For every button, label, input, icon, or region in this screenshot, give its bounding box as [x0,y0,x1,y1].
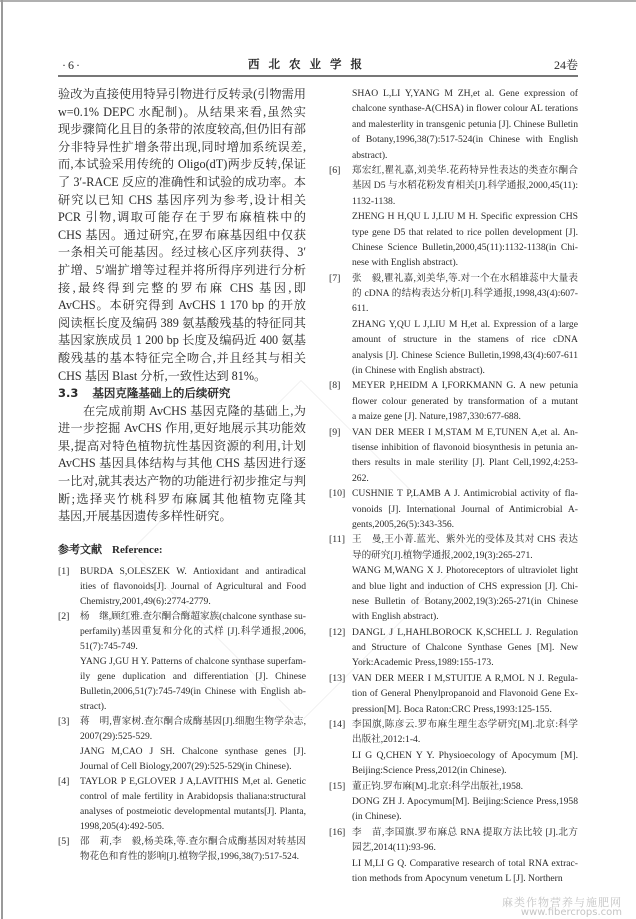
reference-line: CUSHNIE T P,LAMB A J. Antimicrobial activity of fla- [352,488,578,500]
section-title: 基因克隆基础上的后续研究 [92,386,231,401]
reference-line: JANG M,CAO J SH. Chalcone synthase genes [J]. [80,746,306,757]
reference-line: (in Chinese). [352,811,402,823]
reference-line: (in Chinese with English abstract). [352,365,485,377]
page-border-left [1,0,3,919]
reference-line: 611. [352,303,369,315]
reference-entry [329,625,578,671]
reference-line: 1998,205(4):492-505. [80,821,165,832]
reference-line: VAN DER MEER I M,STAM M E,TUNEN A,et al. An- [352,426,578,438]
text-line: 酸残基的基本特征完全吻合,并且经其与相关 [58,350,306,365]
volume-label: 24卷 [553,58,578,72]
reference-line: ities of flavonoids[J]. Journal of Agricultural and Food [80,581,306,592]
reference-line: LI G Q,CHEN Y Y. Physioecology of Apocymum [M]. [352,749,578,761]
text-line: CHS 基因 Blast 分析,一致性达到 81%。 [58,368,267,383]
reference-entry [329,425,578,487]
reference-line: amount of structure in the stamens of rice cDNA [352,334,578,346]
reference-number: [1] [58,566,70,577]
text-line: 一条相关可能基因。经过核心区序列获得、3′ [58,245,306,260]
reference-entry [58,834,306,864]
reference-line: 262. [352,472,369,484]
reference-entry [58,714,306,774]
reference-line: analysis [J]. Chinese Science Bulletin,1998,43(4):607-611 [352,349,578,361]
reference-number: [3] [58,716,70,727]
reference-number: [13] [329,672,346,684]
section-number: 3.3 [58,386,79,401]
reference-line: Beijing:Science Press,2012(in Chinese). [352,765,507,777]
reference-line: chalcone synthase-A(CHSA) in flower colour AL terations [352,103,578,115]
body-paragraph [58,86,306,385]
reference-entry [329,271,578,379]
reference-number: [5] [58,836,70,847]
reference-entry [329,779,578,825]
header-rule [58,75,578,77]
reference-line: nese with English abstract). [352,257,459,269]
reference-line: a maize gene [J]. Nature,1987,330:677-688. [352,411,521,423]
references-heading-en: Reference: [112,543,163,556]
reference-line: tion methods from Apocynum venetum L [J]. Northern [352,872,563,884]
text-line: 基因家族成员 1 200 bp 长度及编码近 400 氨基 [58,333,306,348]
reference-line: analyses of postmeiotic developmental mutants[J]. Planta, [80,806,306,817]
reference-line: Journal of Cell Biology,2007(29):525-529(in Chinese). [80,761,292,772]
text-line: PCR 引物,调取可能存在于罗布麻植株中的 [58,210,306,225]
reference-line: WANG M,WANG X J. Photoreceptors of ultraviolet light [352,565,578,577]
reference-line: pression[M]. Boca Raton:CRC Press,1993:125-155. [352,703,552,715]
text-line: 阅读框长度及编码 389 氨基酸残基的特征同其 [58,315,306,330]
text-line: 而,本试验采用传统的 Oligo(dT)两步反转,保证 [58,157,306,172]
reference-line: 张 毅,瞿礼嘉,刘美华,等.对一个在水稻雄蕊中大量表 [352,272,578,284]
text-line: w=0.1% DEPC 水配制)。从结果来看,虽然实 [58,104,306,119]
reference-line: tisense inhibition of flavonoid biosynthesis in petunia an- [352,441,578,453]
reference-entry [58,609,306,714]
reference-line: 董正钧.罗布麻[M].北京:科学出版社,1958. [352,780,524,792]
reference-line: 基因 D5 与水稻花粉发育相关[J].科学通报,2000,45(11): [352,180,578,192]
reference-line: TAYLOR P E,GLOVER J A,LAVITHIS M,et al. Genetic [80,776,306,787]
reference-line: tion of General Phenylpropanoid and Flavonoid Gene Ex- [352,688,578,700]
reference-line: 蒋 明,曹家树.查尔酮合成酶基因[J].细胞生物学杂志, [80,716,306,727]
reference-number: [11] [329,534,345,546]
references-heading [58,540,306,560]
text-line: 扩增、5′端扩增等过程并将所得序列进行分析 [58,262,306,277]
reference-entry [58,774,306,834]
section-heading [58,385,306,403]
reference-line: DONG ZH J. Apocymum[M]. Beijing:Science Press,1958 [352,795,578,807]
watermark-url: www.fibercrops.com [520,907,622,918]
reference-entry [329,486,578,532]
reference-line: control of male fertility in Arabidopsis thaliana:structural [80,791,306,802]
reference-line: stract). [80,701,107,712]
reference-line: 1132-1138. [352,195,396,207]
reference-number: [8] [329,380,341,392]
reference-line: with English abstract). [352,611,439,623]
reference-number: [7] [329,272,341,284]
reference-line: 邵 莉,李 毅,杨美珠,等.查尔酮合成酶基因对转基因 [80,836,306,847]
reference-number: [4] [58,776,70,787]
reference-line: 出版社,2012:1-4. [352,734,421,746]
reference-line: 导的研究[J].植物学通报,2002,19(3):265-271. [352,549,533,561]
reference-entry [329,671,578,717]
reference-line: and Structure of Chalcone Synthase Genes [M]. New [352,642,578,654]
reference-line: BURDA S,OLESZEK W. Antioxidant and antiradical [80,566,306,577]
reference-line: 李 苗,李国旗.罗布麻总 RNA 提取方法比较 [J].北方 [352,826,578,838]
reference-line: of Botany,1996,38(7):517-524(in Chinese with English [352,134,578,146]
text-line: 研究以已知 CHS 基因序列为参考,设计相关 [58,192,306,207]
reference-line: 李国旗,陈彦云.罗布麻生理生态学研究[M].北京:科学 [352,719,578,731]
body-text-column [58,86,306,560]
reference-line: VAN DER MEER I M,STUITJE A R,MOL N J. Regula- [352,672,578,684]
text-line: 在完成前期 AvCHS 基因克隆的基础上,为 [83,403,306,418]
reference-line: flower colour generated by transformation of a mutant [352,395,578,407]
reference-line: nese Bulletin of Botany,2002,19(3):265-271(in Chinese [352,595,578,607]
text-line: 基因,开展基因遗传多样性研究。 [58,509,232,524]
reference-number: [15] [329,780,346,792]
reference-line: and malesterlity in transgenic petunia [J]. Chinese Bulletin [352,118,578,130]
text-line: 了 3′-RACE 反应的准确性和试验的成功率。本 [58,174,306,189]
reference-line: LI M,LI G Q. Comparative research of total RNA extrac- [352,857,578,869]
reference-line: MEYER P,HEIDM A I,FORKMANN G. A new petunia [352,380,578,392]
body-paragraph [58,403,306,526]
reference-line: abstract). [352,149,388,161]
reference-line: Bulletin,2006,51(7):745-749(in Chinese with English ab- [80,686,306,697]
reference-line: 园艺,2014(11):93-96. [352,842,436,854]
reference-list-left [58,564,306,864]
reference-line: 51(7):745-749. [80,641,138,652]
reference-line: ZHENG H H,QU L J,LIU M H. Specific expression CHS [352,211,578,223]
reference-line: type gene D5 that related to rice pollen development [J]. [352,226,578,238]
page-border-top [0,0,636,2]
references-heading-cn: 参考文献 [58,543,102,556]
reference-line: ily gene duplication and differentiation [J]. Chinese [80,671,306,682]
reference-line: Chemistry,2001,49(6):2774-2779. [80,596,211,607]
reference-number: [12] [329,626,346,638]
text-line: 接,最终得到完整的罗布麻 CHS 基因,即 [58,280,306,295]
reference-line: 2007(29):525-529. [80,731,153,742]
text-line: 验改为直接使用特异引物进行反转录(引物需用 [58,87,306,101]
reference-line: YANG J,GU H Y. Patterns of chalcone synthase superfam- [80,656,306,667]
reference-number: [14] [329,719,346,731]
reference-entry [329,378,578,424]
reference-line: ZHANG Y,QU L J,LIU M H,et al. Expression of a large [352,318,578,330]
watermark-site-name: 麻类作物营养与施肥网 [502,896,622,909]
text-line: 分非特异性扩增条带出现,同时增加系统误差, [58,139,306,154]
reference-number: [10] [329,488,346,500]
text-line: CHS 基因。通过研究,在罗布麻基因组中仅获 [58,227,306,242]
reference-line: gents,2005,26(5):343-356. [352,518,455,530]
reference-entry [329,86,578,163]
reference-line: 物花色和育性的影响[J].植物学报,1996,38(7):517-524. [80,851,300,862]
reference-line: 王 曼,王小菁.蓝光、紫外光的受体及其对 CHS 表达 [352,534,578,546]
reference-line: York:Academic Press,1989:155-173. [352,657,494,669]
reference-entry [58,564,306,609]
reference-entry [329,163,578,271]
text-line: 现步骤简化且目的条带的浓度较高,但仍旧有部 [58,122,306,137]
reference-line: Chinese Science Bulletin,2000,45(11):1132-1138(in Chi- [352,241,578,253]
text-line: 果,提高对特色植物抗性基因资源的利用,计划 [58,438,306,453]
journal-title: 西北农业学报 [248,59,371,71]
reference-entry [329,717,578,779]
text-line: 断;选择夹竹桃科罗布麻属其他植物克隆其 [58,491,306,506]
reference-number: [6] [329,164,341,176]
reference-line: thers results in male sterility [J]. Plant Cell,1992,4:253- [352,457,578,469]
text-line: 进一步挖掘 AvCHS 作用,更好地展示其功能效 [58,421,306,436]
reference-line: vonoids [J]. International Journal of Antimicrobial A- [352,503,578,515]
reference-entry [329,532,578,624]
reference-number: [16] [329,826,346,838]
text-line: AvCHS 基因具体结构与其他 CHS 基因进行逐 [58,456,306,471]
text-line: AvCHS。本研究得到 AvCHS 1 170 bp 的开放 [58,298,306,313]
reference-line: 郑宏红,瞿礼嘉,刘美华.花药特异性表达的类查尔酮合 [352,164,578,176]
reference-entry [329,825,578,887]
reference-line: SHAO L,LI Y,YANG M ZH,et al. Gene expression of [352,88,578,99]
reference-line: 的 cDNA 的结构表达分析[J].科学通报,1998,43(4):607- [352,288,578,300]
reference-line: and blue light and induction of CHS expression [J]. Chi- [352,580,578,592]
text-line: 一比对,就其表达产物的功能进行初步推定与判 [58,474,306,489]
reference-line: DANGL J L,HAHLBOROCK K,SCHELL J. Regulation [352,626,578,638]
page-number: ·6· [62,58,82,72]
reference-line: perfamily)基因重复和分化的式样 [J].科学通报,2006, [80,626,306,637]
reference-number: [2] [58,611,70,622]
reference-list-right [329,86,578,886]
reference-line: 杨 继,顾红雅.查尔酮合酶超家族(chalcone synthase su- [80,611,306,622]
reference-number: [9] [329,426,341,438]
